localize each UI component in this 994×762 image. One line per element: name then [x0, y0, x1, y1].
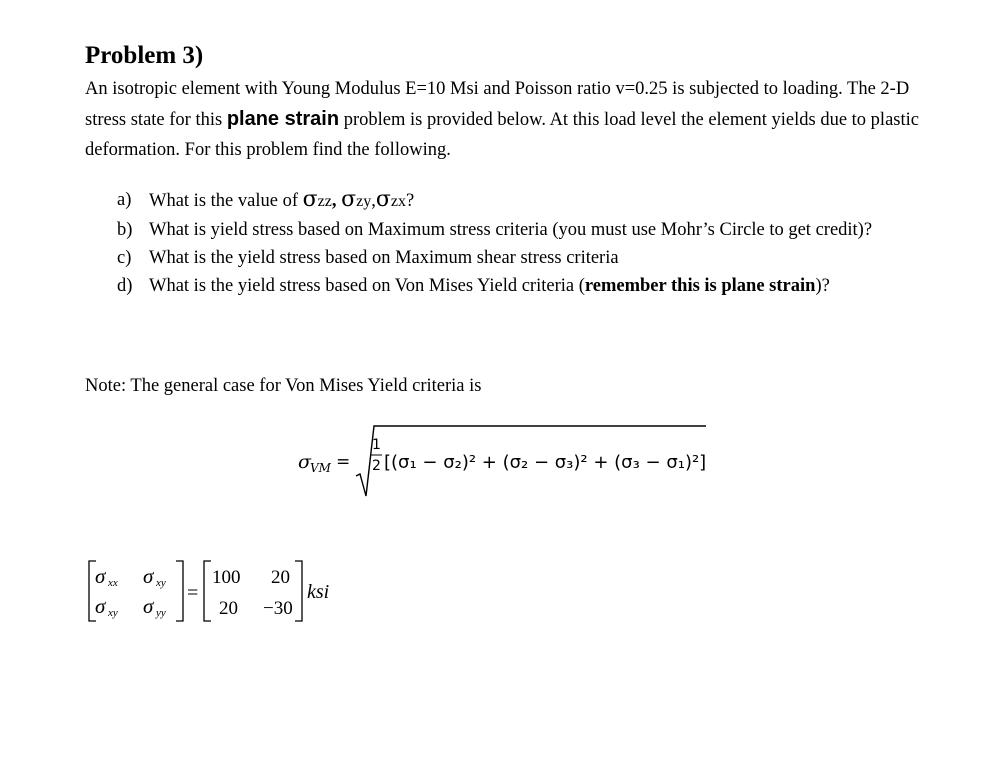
stress-matrix — [85, 558, 345, 626]
problem-title: Problem 3) — [85, 42, 204, 69]
left-bracket-rhs — [204, 561, 211, 621]
question-c — [117, 244, 937, 272]
sigma-zx-subscript: zx — [390, 193, 406, 210]
matrix-value-21: 20 — [219, 598, 238, 619]
question-a-label: a) — [117, 190, 132, 210]
units-label: ksi — [307, 581, 330, 603]
comma-separator-2: , — [371, 191, 376, 211]
sigma-zz-subscript: zz — [317, 193, 332, 210]
sigma-xy-subscript-2: xy — [108, 607, 118, 619]
right-bracket-rhs — [295, 561, 302, 621]
sigma-zy-symbol: σ — [341, 187, 357, 212]
sigma-yy-symbol: σ — [143, 594, 154, 618]
fraction-denominator: 2 — [372, 458, 381, 474]
sigma-xy-symbol-2: σ — [95, 594, 106, 618]
statement-text-2: problem is provided below. At this load level the element yields due to plastic deformation. For this problem find the following. — [85, 110, 919, 160]
sigma-xy-subscript: xy — [156, 577, 166, 589]
sigma-xx-symbol: σ — [95, 564, 106, 588]
question-a-text: What is the value of — [149, 191, 303, 211]
question-b-label: b) — [117, 220, 133, 240]
question-c-label: c) — [117, 248, 132, 268]
note-text: Note: The general case for Von Mises Yield criteria is — [85, 376, 482, 396]
question-d-label: d) — [117, 276, 133, 296]
question-b — [117, 216, 937, 244]
statement-bold-plane-strain: plane strain — [226, 108, 340, 130]
right-bracket-lhs — [176, 561, 183, 621]
question-mark: ? — [406, 191, 415, 211]
sigma-zx-symbol: σ — [375, 187, 391, 212]
question-b-text: What is yield stress based on Maximum stress criteria (you must use Mohr’s Circle to get credit)? — [149, 220, 873, 240]
comma-separator: , — [331, 191, 342, 211]
formula-body: [(σ₁ − σ₂)² + (σ₂ − σ₃)² + (σ₃ − σ₁)²] — [384, 452, 707, 473]
matrix-value-22: −30 — [263, 598, 293, 619]
question-d-text: What is the yield stress based on Von Mises Yield criteria ( — [149, 276, 585, 296]
von-mises-formula — [280, 420, 720, 500]
question-d — [117, 272, 937, 300]
matrix-value-11: 100 — [212, 567, 241, 588]
question-d-bold: remember this is plane strain — [584, 276, 816, 296]
fraction-numerator: 1 — [372, 437, 381, 453]
problem-statement — [85, 74, 935, 165]
matrix-equals: = — [187, 582, 199, 604]
question-a — [117, 186, 937, 216]
question-d-text-end: )? — [815, 276, 830, 296]
sigma-xx-subscript: xx — [108, 577, 118, 589]
question-list — [117, 186, 937, 300]
sigma-zz-symbol: σ — [302, 187, 318, 212]
sigma-yy-subscript: yy — [156, 607, 166, 619]
sigma-xy-symbol: σ — [143, 564, 154, 588]
formula-lhs-subscript: VM — [310, 461, 331, 475]
statement-text-1: An isotropic element with Young Modulus E=10 Msi and Poisson ratio v=0.25 is subjected to loading. The 2-D stress state for this — [85, 79, 910, 130]
formula-lhs: σ — [298, 451, 311, 473]
sigma-zy-subscript: zy — [356, 193, 372, 210]
formula-equals: = — [336, 452, 351, 472]
matrix-value-12: 20 — [271, 567, 290, 588]
question-c-text: What is the yield stress based on Maximum shear stress criteria — [149, 248, 619, 268]
